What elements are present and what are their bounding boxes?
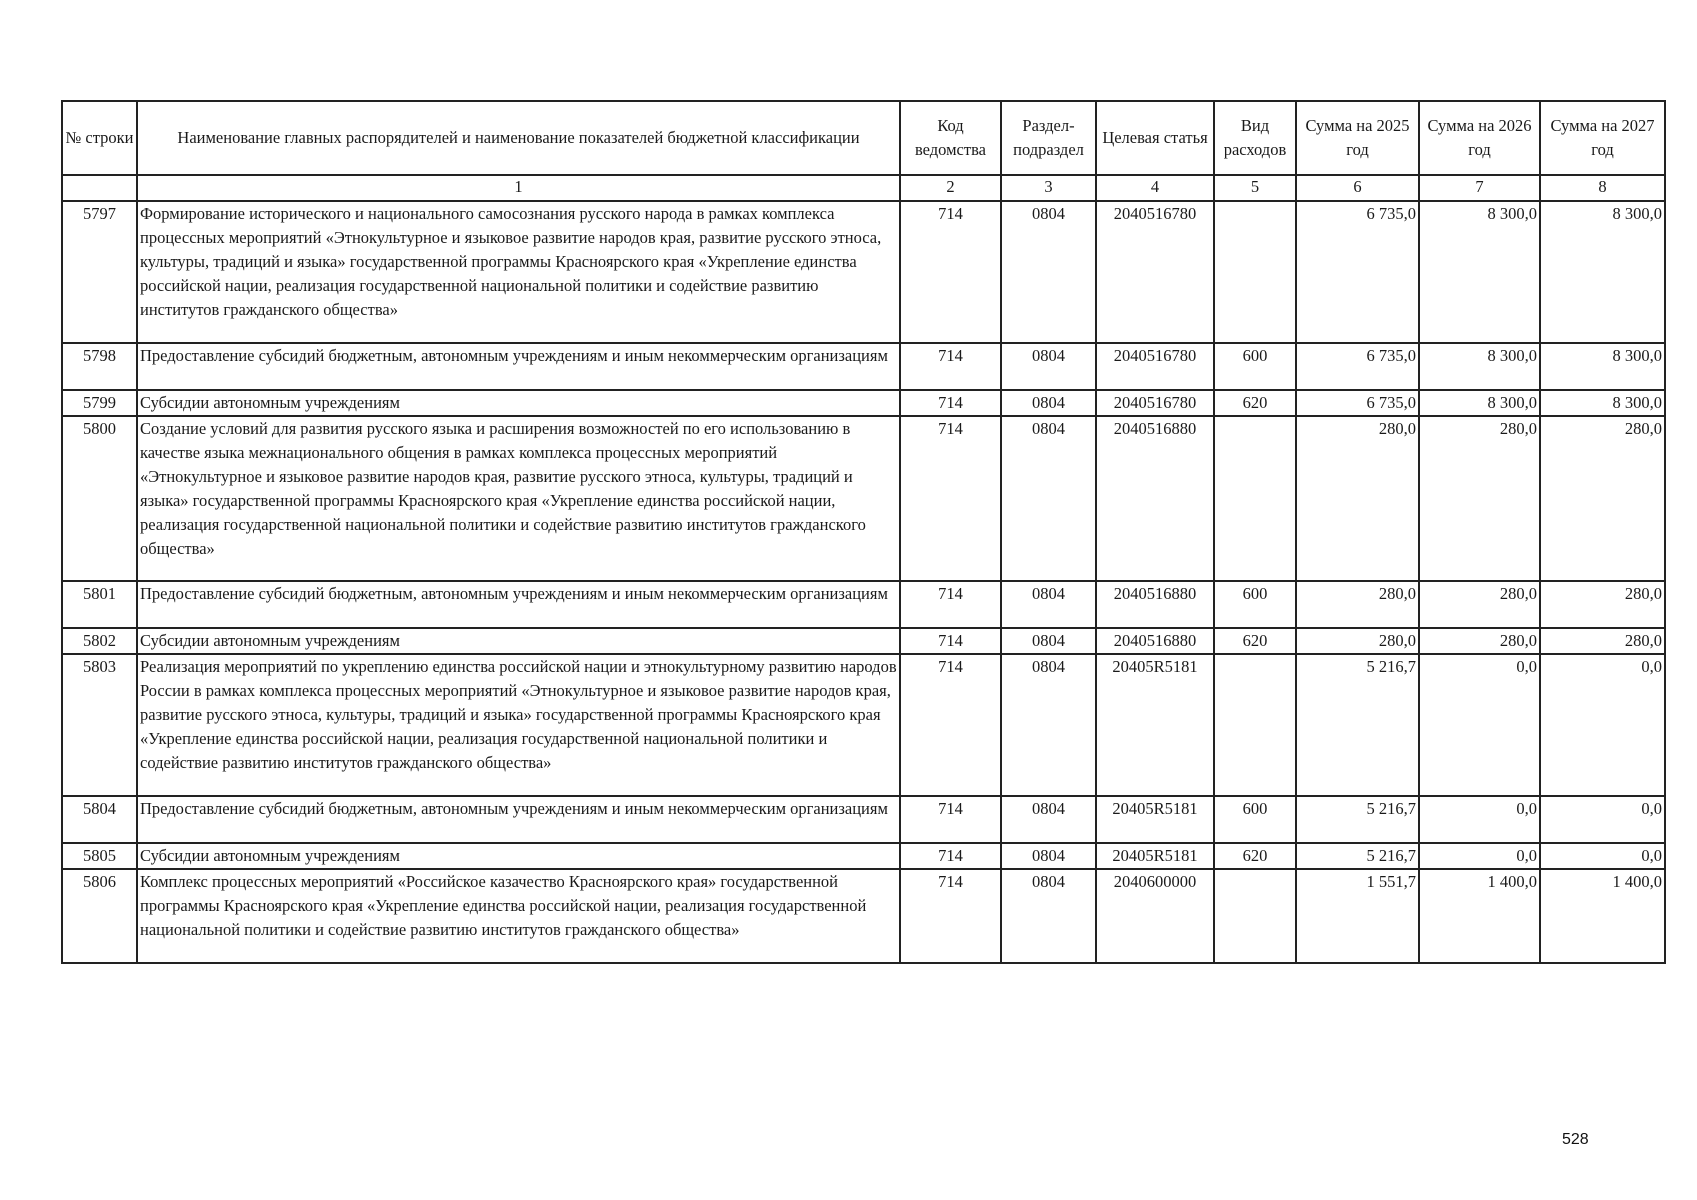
table-row bbox=[62, 843, 1665, 869]
row-sum-2026: 8 300,0 bbox=[1419, 201, 1540, 343]
row-name: Комплекс процессных мероприятий «Российское казачество Красноярского края» государственной программы Красноярского края «Укрепление единства российской нации, реализация государственной национальной политики и содействие развитию институтов гражданского общества» bbox=[137, 869, 900, 963]
row-expense-type: 600 bbox=[1214, 796, 1296, 843]
header-row bbox=[62, 101, 1665, 175]
row-target: 20405R5181 bbox=[1096, 796, 1214, 843]
column-number bbox=[62, 175, 137, 201]
row-name: Формирование исторического и национального самосознания русского народа в рамках комплекса процессных мероприятий «Этнокультурное и языковое развитие народов края, развитие русского этноса, культуры, традиций и языка» государственной программы Красноярского края «Укрепление единства российской нации, реализация государственной национальной политики и содействие развитию институтов гражданского общества» bbox=[137, 201, 900, 343]
row-target: 2040516780 bbox=[1096, 390, 1214, 416]
table-body bbox=[62, 175, 1665, 963]
header-section: Раздел-подраздел bbox=[1001, 101, 1096, 175]
row-name: Создание условий для развития русского языка и расширения возможностей по его использованию в качестве языка межнационального общения в рамках комплекса процессных мероприятий «Этнокультурное и языковое развитие народов края, развитие русского этноса, культуры, традиций и языка» государственной программы Красноярского края «Укрепление единства российской нации, реализация государственной национальной политики и содействие развитию институтов гражданского общества» bbox=[137, 416, 900, 581]
row-sum-2025: 5 216,7 bbox=[1296, 654, 1419, 796]
row-dept-code: 714 bbox=[900, 201, 1001, 343]
header-sum-2026: Сумма на 2026 год bbox=[1419, 101, 1540, 175]
row-section: 0804 bbox=[1001, 416, 1096, 581]
row-sum-2026: 0,0 bbox=[1419, 654, 1540, 796]
row-number: 5798 bbox=[62, 343, 137, 390]
row-dept-code: 714 bbox=[900, 843, 1001, 869]
row-expense-type: 600 bbox=[1214, 343, 1296, 390]
row-section: 0804 bbox=[1001, 343, 1096, 390]
page-number: 528 bbox=[1562, 1131, 1589, 1148]
header-name: Наименование главных распорядителей и наименование показателей бюджетной классификации bbox=[137, 101, 900, 175]
row-expense-type bbox=[1214, 416, 1296, 581]
row-section: 0804 bbox=[1001, 869, 1096, 963]
row-dept-code: 714 bbox=[900, 628, 1001, 654]
table-row bbox=[62, 654, 1665, 796]
row-sum-2025: 6 735,0 bbox=[1296, 343, 1419, 390]
row-number: 5797 bbox=[62, 201, 137, 343]
column-number-row bbox=[62, 175, 1665, 201]
row-name: Предоставление субсидий бюджетным, автономным учреждениям и иным некоммерческим организациям bbox=[137, 581, 900, 628]
row-expense-type: 620 bbox=[1214, 390, 1296, 416]
row-sum-2027: 8 300,0 bbox=[1540, 390, 1665, 416]
header-target: Целевая статья bbox=[1096, 101, 1214, 175]
column-number: 2 bbox=[900, 175, 1001, 201]
row-section: 0804 bbox=[1001, 581, 1096, 628]
table-row bbox=[62, 201, 1665, 343]
row-sum-2026: 1 400,0 bbox=[1419, 869, 1540, 963]
column-number: 5 bbox=[1214, 175, 1296, 201]
header-row-no: № строки bbox=[62, 101, 137, 175]
row-number: 5800 bbox=[62, 416, 137, 581]
row-target: 20405R5181 bbox=[1096, 654, 1214, 796]
row-expense-type bbox=[1214, 654, 1296, 796]
row-sum-2026: 280,0 bbox=[1419, 416, 1540, 581]
row-sum-2027: 0,0 bbox=[1540, 654, 1665, 796]
row-target: 2040516780 bbox=[1096, 343, 1214, 390]
table-row bbox=[62, 869, 1665, 963]
row-number: 5802 bbox=[62, 628, 137, 654]
row-dept-code: 714 bbox=[900, 343, 1001, 390]
row-dept-code: 714 bbox=[900, 796, 1001, 843]
column-number: 1 bbox=[137, 175, 900, 201]
row-section: 0804 bbox=[1001, 796, 1096, 843]
column-number: 6 bbox=[1296, 175, 1419, 201]
row-dept-code: 714 bbox=[900, 654, 1001, 796]
row-sum-2027: 8 300,0 bbox=[1540, 343, 1665, 390]
column-number: 7 bbox=[1419, 175, 1540, 201]
row-section: 0804 bbox=[1001, 201, 1096, 343]
row-number: 5799 bbox=[62, 390, 137, 416]
row-number: 5805 bbox=[62, 843, 137, 869]
header-sum-2027: Сумма на 2027 год bbox=[1540, 101, 1665, 175]
row-dept-code: 714 bbox=[900, 416, 1001, 581]
row-sum-2027: 0,0 bbox=[1540, 843, 1665, 869]
row-sum-2025: 280,0 bbox=[1296, 416, 1419, 581]
row-target: 2040516880 bbox=[1096, 581, 1214, 628]
column-number: 4 bbox=[1096, 175, 1214, 201]
row-target: 2040516880 bbox=[1096, 628, 1214, 654]
row-sum-2026: 280,0 bbox=[1419, 581, 1540, 628]
row-name: Предоставление субсидий бюджетным, автономным учреждениям и иным некоммерческим организациям bbox=[137, 796, 900, 843]
table-row bbox=[62, 628, 1665, 654]
header-dept-code: Код ведомства bbox=[900, 101, 1001, 175]
row-sum-2025: 5 216,7 bbox=[1296, 843, 1419, 869]
row-expense-type: 620 bbox=[1214, 843, 1296, 869]
table-row bbox=[62, 416, 1665, 581]
row-name: Предоставление субсидий бюджетным, автономным учреждениям и иным некоммерческим организациям bbox=[137, 343, 900, 390]
row-sum-2027: 280,0 bbox=[1540, 628, 1665, 654]
table-row bbox=[62, 796, 1665, 843]
row-section: 0804 bbox=[1001, 390, 1096, 416]
budget-table bbox=[61, 100, 1666, 964]
table-row bbox=[62, 390, 1665, 416]
row-sum-2025: 5 216,7 bbox=[1296, 796, 1419, 843]
row-name: Субсидии автономным учреждениям bbox=[137, 628, 900, 654]
row-name: Реализация мероприятий по укреплению единства российской нации и этнокультурному развитию народов России в рамках комплекса процессных мероприятий «Этнокультурное и языковое развитие народов края, развитие русского этноса, культуры, традиций и языка» государственной программы Красноярского края «Укрепление единства российской нации, реализация государственной национальной политики и содействие развитию институтов гражданского общества» bbox=[137, 654, 900, 796]
column-number: 8 bbox=[1540, 175, 1665, 201]
row-sum-2026: 0,0 bbox=[1419, 843, 1540, 869]
row-sum-2025: 280,0 bbox=[1296, 628, 1419, 654]
row-name: Субсидии автономным учреждениям bbox=[137, 843, 900, 869]
row-dept-code: 714 bbox=[900, 390, 1001, 416]
column-number: 3 bbox=[1001, 175, 1096, 201]
row-expense-type: 620 bbox=[1214, 628, 1296, 654]
row-sum-2027: 8 300,0 bbox=[1540, 201, 1665, 343]
row-name: Субсидии автономным учреждениям bbox=[137, 390, 900, 416]
row-sum-2025: 6 735,0 bbox=[1296, 201, 1419, 343]
row-number: 5806 bbox=[62, 869, 137, 963]
row-sum-2027: 1 400,0 bbox=[1540, 869, 1665, 963]
row-sum-2027: 280,0 bbox=[1540, 416, 1665, 581]
table-header bbox=[62, 101, 1665, 175]
row-expense-type: 600 bbox=[1214, 581, 1296, 628]
row-number: 5801 bbox=[62, 581, 137, 628]
header-sum-2025: Сумма на 2025 год bbox=[1296, 101, 1419, 175]
row-sum-2025: 6 735,0 bbox=[1296, 390, 1419, 416]
row-sum-2026: 280,0 bbox=[1419, 628, 1540, 654]
row-target: 2040516780 bbox=[1096, 201, 1214, 343]
row-sum-2026: 0,0 bbox=[1419, 796, 1540, 843]
row-section: 0804 bbox=[1001, 654, 1096, 796]
row-section: 0804 bbox=[1001, 843, 1096, 869]
row-target: 2040516880 bbox=[1096, 416, 1214, 581]
row-expense-type bbox=[1214, 869, 1296, 963]
row-sum-2025: 1 551,7 bbox=[1296, 869, 1419, 963]
row-number: 5803 bbox=[62, 654, 137, 796]
table-row bbox=[62, 343, 1665, 390]
row-expense-type bbox=[1214, 201, 1296, 343]
table-row bbox=[62, 581, 1665, 628]
row-sum-2026: 8 300,0 bbox=[1419, 390, 1540, 416]
row-dept-code: 714 bbox=[900, 581, 1001, 628]
row-number: 5804 bbox=[62, 796, 137, 843]
row-sum-2027: 0,0 bbox=[1540, 796, 1665, 843]
row-sum-2027: 280,0 bbox=[1540, 581, 1665, 628]
row-section: 0804 bbox=[1001, 628, 1096, 654]
header-expense-type: Вид расходов bbox=[1214, 101, 1296, 175]
row-sum-2025: 280,0 bbox=[1296, 581, 1419, 628]
row-target: 2040600000 bbox=[1096, 869, 1214, 963]
row-target: 20405R5181 bbox=[1096, 843, 1214, 869]
row-dept-code: 714 bbox=[900, 869, 1001, 963]
row-sum-2026: 8 300,0 bbox=[1419, 343, 1540, 390]
